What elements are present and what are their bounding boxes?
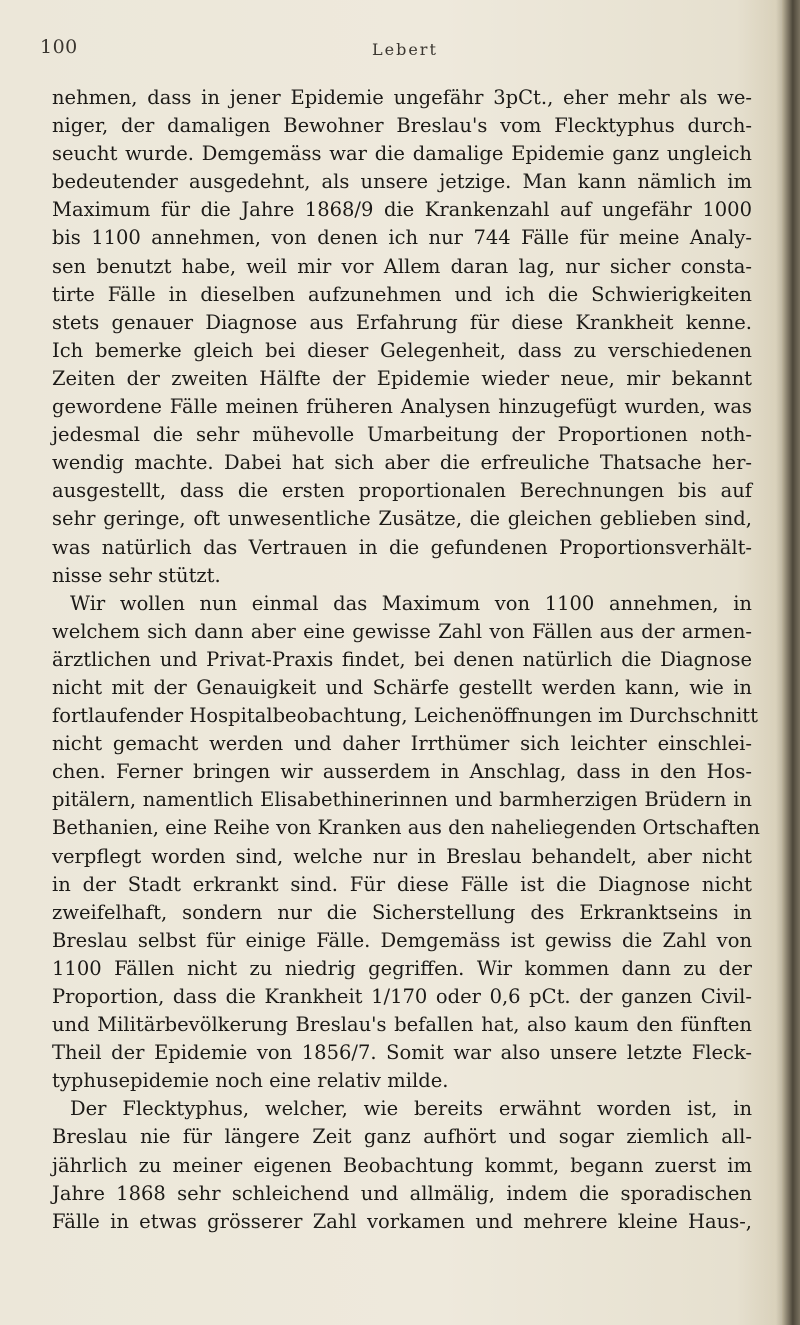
text-line: nehmen, dass in jener Epidemie ungefähr 3pCt., eher mehr als we-: [52, 86, 752, 109]
text-line: sen benutzt habe, weil mir vor Allem daran lag, nur sicher consta-: [52, 254, 752, 278]
text-line: Fälle in etwas grösserer Zahl vorkamen und mehrere kleine Haus-,: [52, 1209, 752, 1233]
text-line: verpflegt worden sind, welche nur in Breslau behandelt, aber nicht: [52, 844, 752, 868]
page-edge-shadow: [782, 0, 800, 1325]
text-line: Breslau nie für längere Zeit ganz aufhört und sogar ziemlich all-: [52, 1125, 752, 1149]
text-line: seucht wurde. Demgemäss war die damalige Epidemie ganz ungleich: [52, 142, 752, 166]
text-line: in der Stadt erkrankt sind. Für diese Fälle ist die Diagnose nicht: [52, 872, 752, 896]
text-line: chen. Ferner bringen wir ausserdem in Anschlag, dass in den Hos-: [52, 760, 752, 784]
text-line: sehr geringe, oft unwesentliche Zusätze, die gleichen geblieben sind,: [52, 507, 752, 531]
text-line: nicht gemacht werden und daher Irrthümer sich leichter einschlei-: [52, 732, 752, 756]
text-line: nisse sehr stützt.: [52, 563, 221, 587]
text-line: bedeutender ausgedehnt, als unsere jetzige. Man kann nämlich im: [52, 170, 752, 194]
body-text: [52, 84, 760, 1236]
text-line: 1100 Fällen nicht zu niedrig gegriffen. Wir kommen dann zu der: [52, 956, 752, 980]
text-line: niger, der damaligen Bewohner Breslau's vom Flecktyphus durch-: [52, 114, 752, 138]
text-line: Ich bemerke gleich bei dieser Gelegenheit, dass zu verschiedenen: [52, 338, 752, 362]
text-line: ausgestellt, dass die ersten proportionalen Berechnungen bis auf: [52, 479, 752, 503]
text-line: Bethanien, eine Reihe von Kranken aus den naheliegenden Ortschaften: [52, 816, 760, 840]
text-line: zweifelhaft, sondern nur die Sicherstellung des Erkranktseins in: [52, 900, 752, 924]
text-line: wendig machte. Dabei hat sich aber die erfreuliche Thatsache her-: [52, 451, 752, 475]
text-line: Maximum für die Jahre 1868/9 die Krankenzahl auf ungefähr 1000: [52, 198, 752, 222]
text-line: Proportion, dass die Krankheit 1/170 oder 0,6 pCt. der ganzen Civil-: [52, 985, 752, 1008]
text-line: pitälern, namentlich Elisabethinerinnen und barmherzigen Brüdern in: [52, 788, 752, 812]
text-line: Wir wollen nun einmal das Maximum von 1100 annehmen, in: [70, 591, 752, 615]
text-line: gewordene Fälle meinen früheren Analysen hinzugefügt wurden, was: [52, 395, 752, 419]
text-line: typhusepidemie noch eine relativ milde.: [52, 1069, 449, 1093]
running-head: Lebert: [372, 40, 438, 59]
text-line: Zeiten der zweiten Hälfte der Epidemie wieder neue, mir bekannt: [52, 366, 752, 390]
text-line: stets genauer Diagnose aus Erfahrung für diese Krankheit kenne.: [52, 310, 752, 334]
text-line: nicht mit der Genauigkeit und Schärfe gestellt werden kann, wie in: [52, 675, 752, 699]
text-line: jedesmal die sehr mühevolle Umarbeitung der Proportionen noth-: [52, 423, 752, 447]
text-line: tirte Fälle in dieselben aufzunehmen und ich die Schwierigkeiten: [52, 282, 752, 306]
text-line: welchem sich dann aber eine gewisse Zahl von Fällen aus der armen-: [52, 619, 752, 643]
page-number: 100: [40, 36, 78, 58]
text-line: fortlaufender Hospitalbeobachtung, Leichenöffnungen im Durchschnitt: [52, 704, 758, 728]
text-line: Breslau selbst für einige Fälle. Demgemäss ist gewiss die Zahl von: [52, 928, 752, 952]
text-line: was natürlich das Vertrauen in die gefundenen Proportionsverhält-: [52, 535, 752, 559]
text-line: Jahre 1868 sehr schleichend und allmälig, indem die sporadischen: [52, 1181, 752, 1205]
text-line: jährlich zu meiner eigenen Beobachtung kommt, begann zuerst im: [52, 1153, 752, 1177]
text-line: Der Flecktyphus, welcher, wie bereits erwähnt worden ist, in: [70, 1097, 752, 1121]
text-line: bis 1100 annehmen, von denen ich nur 744 Fälle für meine Analy-: [52, 226, 752, 250]
text-line: Theil der Epidemie von 1856/7. Somit war also unsere letzte Fleck-: [52, 1041, 752, 1065]
text-line: ärztlichen und Privat-Praxis findet, bei denen natürlich die Diagnose: [52, 647, 752, 671]
text-line: und Militärbevölkerung Breslau's befallen hat, also kaum den fünften: [52, 1013, 752, 1037]
